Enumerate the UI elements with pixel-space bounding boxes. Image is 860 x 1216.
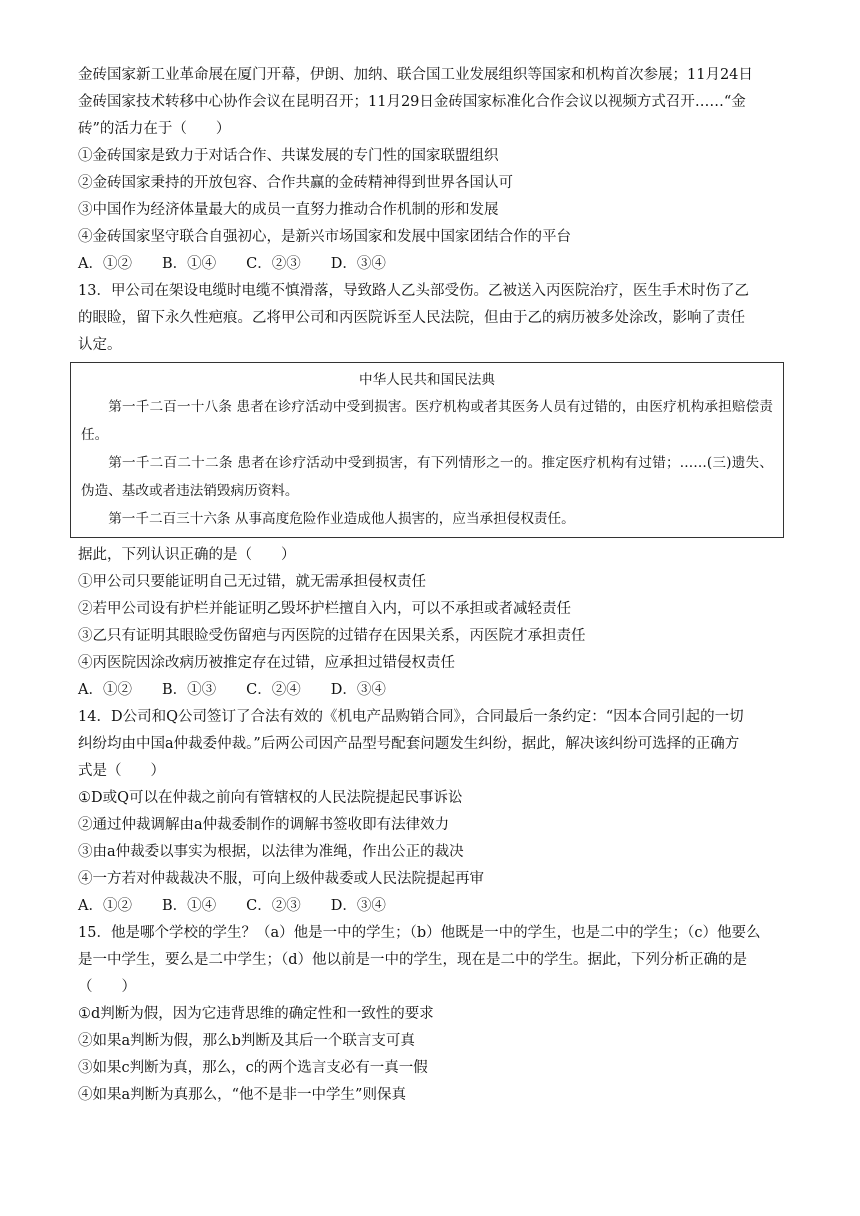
choice-item: ③由a仲裁委以事实为根据，以法律为准绳，作出公正的裁决 xyxy=(78,844,464,860)
q12-items xyxy=(78,143,786,251)
choice-item: ③如果c判断为真，那么，c的两个选言支必有一真一假 xyxy=(78,1060,428,1076)
text-line: 认定。 xyxy=(78,337,122,353)
text-line: 纠纷均由中国a仲裁委仲裁。”后两公司因产品型号配套问题发生纠纷，据此，解决该纠纷可选择的正确方 xyxy=(78,736,740,752)
option-c: C．②③ xyxy=(246,898,301,914)
choice-item: ②通过仲裁调解由a仲裁委制作的调解书签收即有法律效力 xyxy=(78,817,450,833)
text-line: 15．他是哪个学校的学生？（a）他是一中的学生；（b）他既是一中的学生，也是二中的学生；（c）他要么 xyxy=(78,925,761,941)
text-line: 14．D公司和Q公司签订了合法有效的《机电产品购销合同》，合同最后一条约定：“因本合同引起的一切 xyxy=(78,709,744,725)
q13-items xyxy=(78,569,786,677)
q13-question: 据此，下列认识正确的是（ ） xyxy=(78,547,296,563)
option-a: A．①② xyxy=(78,682,132,698)
choice-item: ②若甲公司设有护栏并能证明乙毁坏护栏擅自入内，可以不承担或者减轻责任 xyxy=(78,601,571,617)
law-title: 中华人民共和国民法典 xyxy=(359,372,495,388)
q15-items xyxy=(78,1001,786,1109)
choice-item: ④金砖国家坚守联合自强初心，是新兴市场国家和发展中国家团结合作的平台 xyxy=(78,229,571,245)
option-a: A．①② xyxy=(78,898,132,914)
q13-stem xyxy=(78,278,786,359)
choice-item: ①甲公司只要能证明自己无过错，就无需承担侵权责任 xyxy=(78,574,426,590)
option-d: D．③④ xyxy=(330,256,386,272)
choice-item: ④如果a判断为真那么，“他不是非一中学生”则保真 xyxy=(78,1087,406,1103)
law-article: 第一千二百三十六条 从事高度危险作业造成他人损害的，应当承担侵权责任。 xyxy=(108,511,575,527)
q15-stem xyxy=(78,920,786,1001)
choice-item: ①金砖国家是致力于对话合作、共谋发展的专门性的国家联盟组织 xyxy=(78,148,499,164)
option-b: B．①④ xyxy=(161,898,217,914)
option-b: B．①④ xyxy=(161,256,217,272)
choice-item: ④丙医院因涂改病历被推定存在过错，应承担过错侵权责任 xyxy=(78,655,455,671)
text-line: （ ） xyxy=(78,979,136,995)
text-line: 是一中学生，要么是二中学生；（d）他以前是一中的学生，现在是二中的学生。据此，下列分析正确的是 xyxy=(78,952,748,968)
text-line: 的眼睑，留下永久性疤痕。乙将甲公司和丙医院诉至人民法院，但由于乙的病历被多处涂改，影响了责任 xyxy=(78,310,745,326)
law-article: 第一千二百一十八条 患者在诊疗活动中受到损害。医疗机构或者其医务人员有过错的，由医疗机构承担赔偿责任。 xyxy=(81,399,773,443)
choice-item: ①d判断为假，因为它违背思维的确定性和一致性的要求 xyxy=(78,1006,434,1022)
choice-item: ③乙只有证明其眼睑受伤留疤与丙医院的过错存在因果关系，丙医院才承担责任 xyxy=(78,628,586,644)
law-article: 第一千二百二十二条 患者在诊疗活动中受到损害，有下列情形之一的。推定医疗机构有过错；……(三)遗失、伪造、基改或者违法销毁病历资料。 xyxy=(81,455,773,499)
text-line: 金砖国家技术转移中心协作会议在昆明召开；11月29日金砖国家标准化合作会议以视频方式召开……“金 xyxy=(78,94,746,110)
q14-options xyxy=(78,893,786,920)
choice-item: ②金砖国家秉持的开放包容、合作共赢的金砖精神得到世界各国认可 xyxy=(78,175,513,191)
text-line: 金砖国家新工业革命展在厦门开幕，伊朗、加纳、联合国工业发展组织等国家和机构首次参展；11月24日 xyxy=(78,67,753,83)
option-c: C．②④ xyxy=(246,682,301,698)
text-line: 式是（ ） xyxy=(78,763,165,779)
q12-stem xyxy=(78,62,786,143)
q13-options xyxy=(78,677,786,704)
q14-stem xyxy=(78,704,786,785)
choice-item: ①D或Q可以在仲裁之前向有管辖权的人民法院提起民事诉讼 xyxy=(78,790,463,806)
option-a: A．①② xyxy=(78,256,132,272)
exam-page xyxy=(78,62,786,1109)
civil-code-excerpt-box xyxy=(70,362,784,538)
option-c: C．②③ xyxy=(246,256,301,272)
choice-item: ②如果a判断为假，那么b判断及其后一个联言支可真 xyxy=(78,1033,415,1049)
choice-item: ④一方若对仲裁裁决不服，可向上级仲裁委或人民法院提起再审 xyxy=(78,871,484,887)
option-d: D．③④ xyxy=(330,898,386,914)
q12-options xyxy=(78,251,786,278)
option-d: D．③④ xyxy=(330,682,386,698)
text-line: 13．甲公司在架设电缆时电缆不慎滑落，导致路人乙头部受伤。乙被送入丙医院治疗，医生手术时伤了乙 xyxy=(78,283,749,299)
option-b: B．①③ xyxy=(161,682,217,698)
choice-item: ③中国作为经济体量最大的成员一直努力推动合作机制的形和发展 xyxy=(78,202,499,218)
q14-items xyxy=(78,785,786,893)
text-line: 砖”的活力在于（ ） xyxy=(78,121,231,137)
